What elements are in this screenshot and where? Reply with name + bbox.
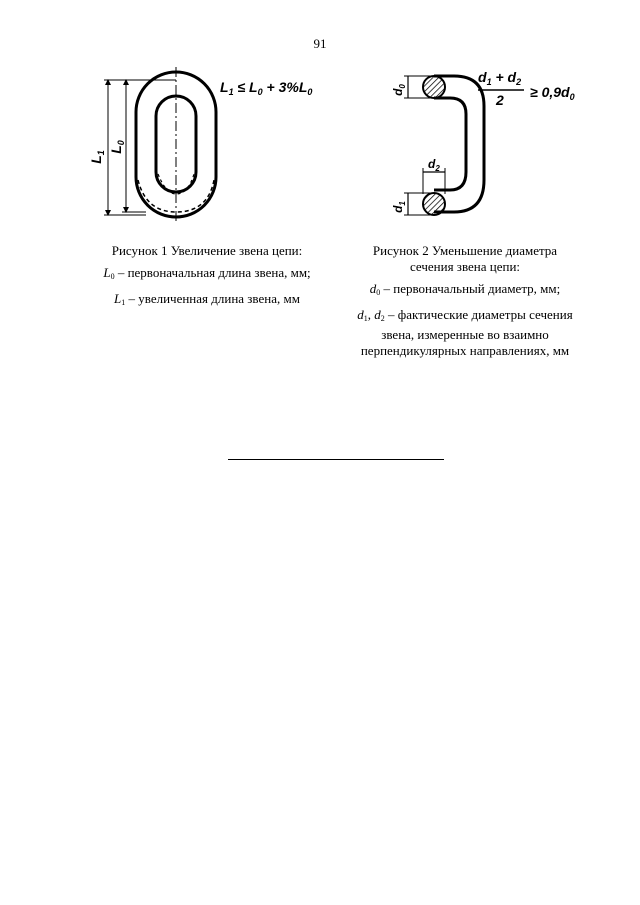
chain-link-diameter-diagram [380, 62, 590, 232]
end-rule [228, 459, 444, 460]
link-half-profile-inner [434, 98, 466, 190]
section-d1-d2 [423, 193, 445, 215]
dimension-label-d1: $d_1$ [391, 201, 407, 213]
chain-link-elongation-diagram [86, 62, 336, 227]
figure1-legend-l0: $L_0$ – первоначальная длина звена, мм; [103, 265, 311, 281]
figure2-legend-d1-d2: $d_1$, $d_2$ – фактические диаметры сечения [357, 307, 573, 323]
dimension-label-l0: $L_0$ [108, 140, 126, 154]
figure1-caption-title: Рисунок 1 Увеличение звена цепи: [111, 243, 303, 258]
figure2-legend-line2: звена, измеренные во взаимно [381, 327, 549, 342]
figure2-caption-line2: сечения звена цепи: [409, 259, 521, 274]
figure2-legend-d0: $d_0$ – первоначальный диаметр, мм; [369, 281, 561, 297]
formula-rhs: ≥ $0,9d_0$ [530, 84, 575, 102]
link-half-profile-outer [434, 76, 484, 212]
figure2-caption [330, 243, 600, 359]
dimension-label-l1: $L_1$ [88, 150, 106, 164]
figure2-caption-line1: Рисунок 2 Уменьшение диаметра [372, 243, 558, 258]
figure1-caption [76, 243, 338, 311]
dimension-label-d2: $d_2$ [428, 157, 440, 173]
formula-denominator: 2 [496, 92, 504, 108]
dimension-label-d0: $d_0$ [391, 84, 407, 96]
page-number: 91 [313, 36, 327, 51]
figure1-legend-l1: $L_1$ – увеличенная длина звена, мм [114, 291, 300, 307]
formula-numerator: $d_1 + d_2$ [478, 69, 522, 87]
elongation-formula: $L_1 \le L_0 + 3\%L_0$ [220, 79, 313, 97]
section-d0 [423, 76, 445, 98]
figure2-legend-line3: перпендикулярных направлениях, мм [360, 343, 570, 358]
